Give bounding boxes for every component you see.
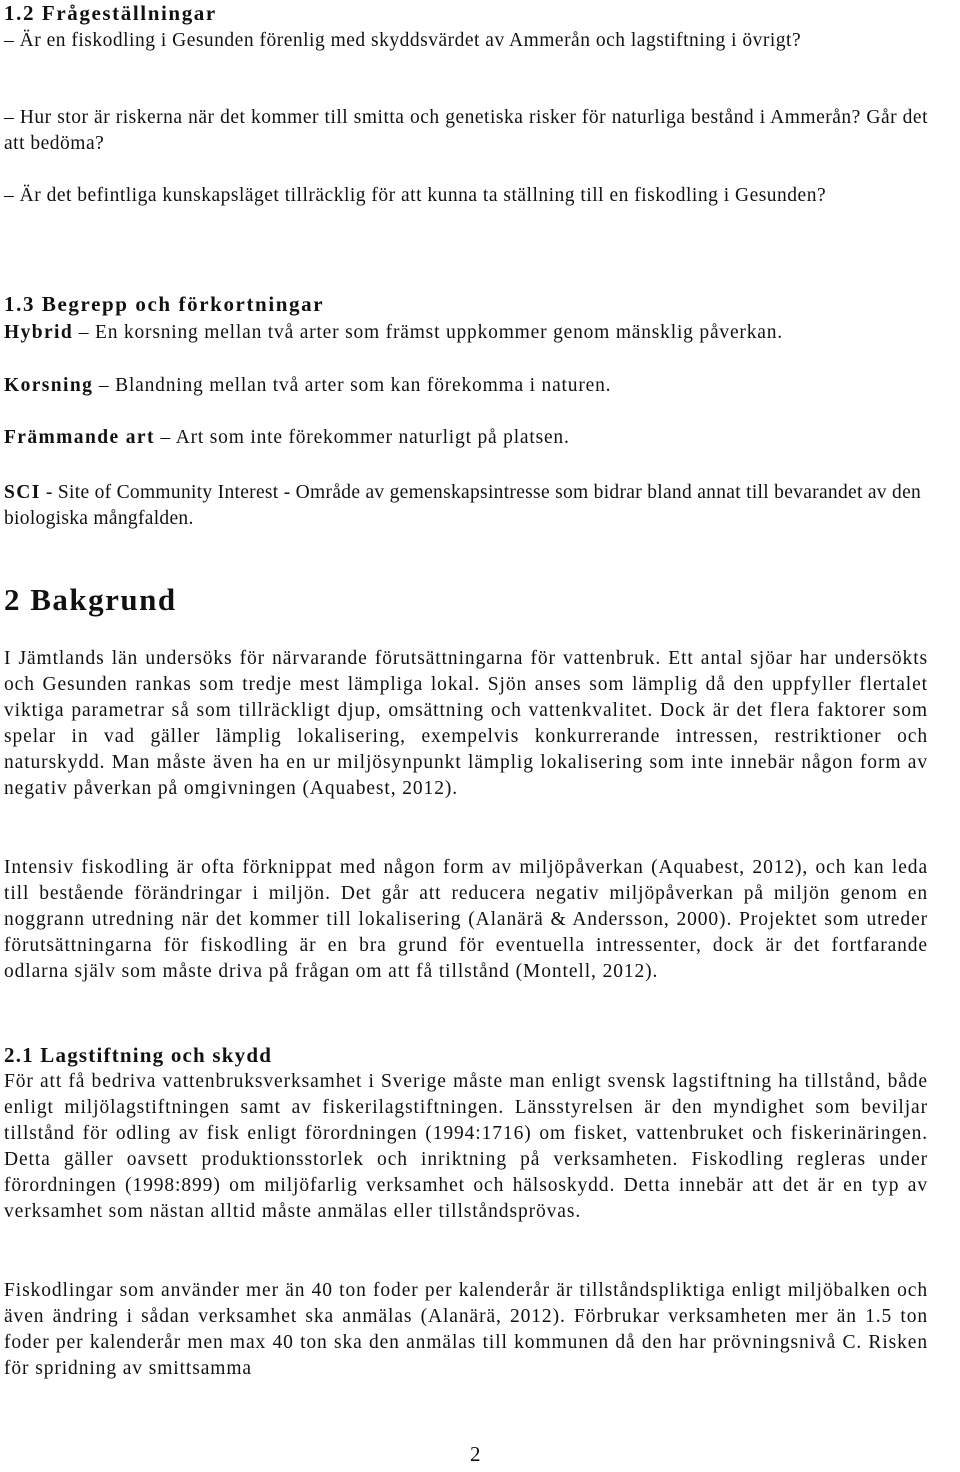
definition-separator: – [73, 322, 95, 343]
paragraph-lagstiftning-2: Fiskodlingar som använder mer än 40 ton foder per kalenderår är tillståndspliktiga enligt miljöbalken och även ändring i sådan verksamhet ska anmälas (Alanärä, 2012). Förbrukar verksamheten mer än 1.5 ton foder per kalenderår men max 40 ton ska den anmälas till kommunen då den har prövningsnivå C. Risken för spridning av smittsamma [4, 1280, 928, 1379]
definition-separator: – [154, 427, 176, 448]
section-heading-1-3: 1.3 Begrepp och förkortningar [4, 292, 325, 316]
definition-separator: - [40, 482, 58, 503]
definition-korsning [4, 373, 928, 399]
paragraph-bakgrund-2: Intensiv fiskodling är ofta förknippat med någon form av miljöpåverkan (Aquabest, 2012), och kan leda till bestående förändringar i miljön. Det går att reducera negativ miljöpåverkan på miljön genom en noggrann utredning när det kommer till lokalisering (Alanärä & Andersson, 2000). Projektet som utreder förutsättningarna för fiskodling är en bra grund för eventuella intressenter, dock är det fortfarande odlarna själv som måste driva på frågan om att få tillstånd (Montell, 2012). [4, 857, 928, 982]
definition-term: SCI [4, 482, 41, 503]
paragraph-lagstiftning-1: För att få bedriva vattenbruksverksamhet i Sverige måste man enligt svensk lagstiftning ha tillstånd, både enligt miljölagstiftningen samt av fiskerilagstiftningen. Länsstyrelsen är den myndighet som beviljar tillstånd för odling av fisk enligt förordningen (1994:1716) om fisket, vattenbruket och fiskerinäringen. Detta gäller oavsett produktionsstorlek och inriktning på verksamheten. Fiskodling regleras under förordningen (1998:899) om miljöfarlig verksamhet och hälsoskydd. Detta innebär att det är en typ av verksamhet som nästan alltid måste anmälas eller tillståndsprövas. [4, 1071, 928, 1222]
definition-text: Site of Community Interest - Område av gemenskapsintresse som bidrar bland annat till bevarandet av den biologiska mångfalden. [4, 482, 922, 529]
definition-hybrid [4, 320, 928, 346]
definition-separator: – [93, 375, 116, 396]
definition-term: Främmande art [4, 427, 155, 448]
definition-frammande-art [4, 425, 928, 451]
definition-term: Korsning [4, 375, 94, 396]
page-number: 2 [470, 1442, 481, 1466]
definition-text: En korsning mellan två arter som främst uppkommer genom mänsklig påverkan. [95, 322, 783, 343]
section-heading-1-2: 1.2 Frågeställningar [4, 1, 217, 25]
section-heading-2-1: 2.1 Lagstiftning och skydd [4, 1043, 273, 1067]
definition-text: Art som inte förekommer naturligt på platsen. [175, 427, 570, 448]
definition-term: Hybrid [4, 322, 74, 343]
question-1: – Är en fiskodling i Gesunden förenlig med skyddsvärdet av Ammerån och lagstiftning i övrigt? [4, 30, 802, 51]
question-3: – Är det befintliga kunskapsläget tillräcklig för att kunna ta ställning till en fiskodling i Gesunden? [4, 185, 827, 206]
paragraph-bakgrund-1: I Jämtlands län undersöks för närvarande förutsättningarna för vattenbruk. Ett antal sjöar har undersökts och Gesunden rankas som tredje mest lämpliga lokal. Sjön anses som lämplig då den uppfyller flertalet viktiga parametrar så som tillräckligt djup, omsättning och vattenkvalitet. Dock är det flera faktorer som spelar in vad gäller lämplig lokalisering, exempelvis konkurrerande intressen, restriktioner och naturskydd. Man måste även ha en ur miljösynpunkt lämplig lokalisering som inte innebär någon form av negativ påverkan på omgivningen (Aquabest, 2012). [4, 648, 928, 799]
section-heading-2: 2 Bakgrund [4, 582, 177, 617]
question-2: – Hur stor är riskerna när det kommer till smitta och genetiska risker för naturliga bestånd i Ammerån? Går det att bedöma? [4, 107, 928, 154]
definition-text: Blandning mellan två arter som kan förekomma i naturen. [115, 375, 612, 396]
definition-sci [4, 480, 928, 532]
